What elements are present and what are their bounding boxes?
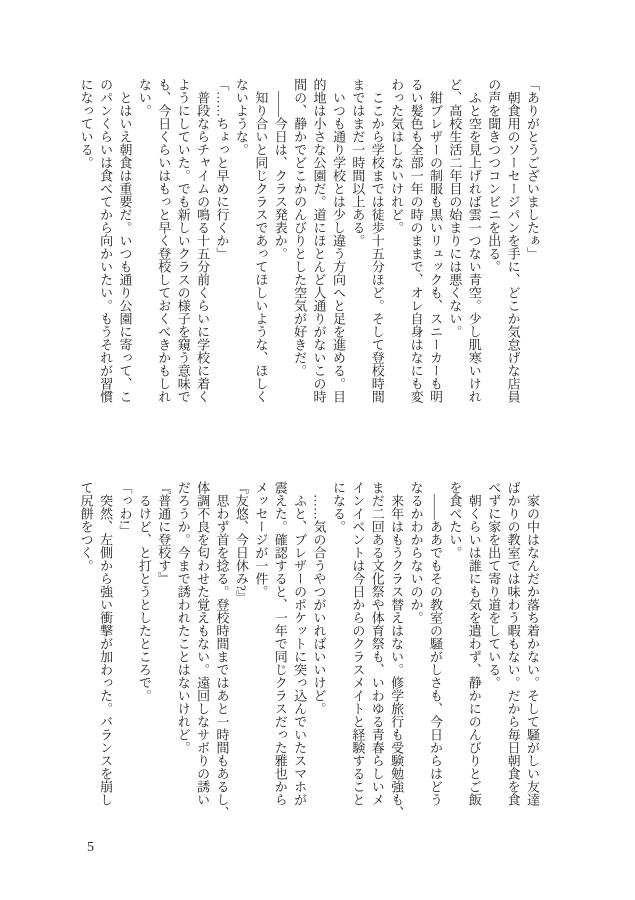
text-line: 紺ブレザーの制服も黒いリュックも、スニーカーも明	[427, 91, 443, 403]
text-line: 『普通に登校す』	[156, 481, 172, 585]
text-block-bottom	[76, 481, 542, 819]
text-line: ――ああでもその教室の騒がしさも、今日からはどう	[427, 494, 443, 806]
text-line: 「ありがとうございましたぁ」	[525, 78, 540, 260]
text-line: のパンくらいは食べてから向かいたい。もうそれが習慣	[98, 78, 114, 403]
text-line: の声を聞きつつコンビニを出る。	[486, 78, 502, 273]
text-line: 「……ちょっと早めに行くか」	[214, 78, 230, 260]
text-line: だろうか。今まで誘われたことはないけれど。	[175, 481, 191, 754]
text-line: ふと空を見上げれば雲一つない青空。少し肌寒いけれ	[466, 91, 482, 403]
text-line: るい髪色も全部一年の時のままで、オレ自身はなにも変	[408, 78, 424, 403]
page-number: 5	[87, 840, 94, 855]
text-line: ない。	[136, 78, 152, 117]
text-line: 「っわ!」	[117, 481, 133, 538]
text-line: も、今日くらいはもっと早く登校しておくべきかもしれ	[156, 78, 172, 403]
text-line: になっている。	[78, 78, 94, 169]
text-line: ふと、ブレザーのポケットに突っ込んでいたスマホが	[292, 494, 308, 806]
text-line: とはいえ朝食は重要だ。いつも通り公園に寄って、こ	[117, 91, 133, 403]
text-line: 震えた。確認すると、一年で同じクラスだった雅也から	[272, 481, 288, 806]
text-line: 朝くらいは誰にも気を遣わず、静かにのんびりとご飯	[466, 494, 482, 806]
text-line: ようにしていた。でも新しいクラスの様子を窺う意味で	[175, 78, 191, 403]
text-line: ばかりの教室では味わう暇もない。だから毎日朝食を食	[505, 481, 521, 806]
text-line: 知り合いと同じクラスであってほしいような、ほしく	[253, 91, 269, 403]
text-line: 思わず首を捻る。登校時間まではあと一時間もあるし、	[214, 494, 230, 819]
text-line: インイベントは今日からのクラスメイトと経験すること	[350, 481, 366, 806]
text-block-top	[76, 78, 542, 404]
text-line: わった気はしないけれど。	[389, 78, 405, 234]
text-line: になる。	[330, 481, 346, 533]
text-line: を食べたい。	[447, 481, 463, 559]
text-line: て尻餅をつく。	[78, 481, 94, 572]
text-line: 普段ならチャイムの鳴る十五分前くらいに学校に着く	[195, 91, 211, 403]
text-line: 家の中はなんだか落ち着かない。そして騒がしい友達	[525, 494, 540, 806]
text-line: 突然、左側から強い衝撃が加わった。バランスを崩し	[98, 494, 114, 806]
text-line: ここから学校までは徒歩十五分ほど。そして登校時間	[369, 91, 385, 403]
text-line: るけど、と打とうとしたところで。	[136, 494, 152, 702]
text-line: 来年はもうクラス替えはない。修学旅行も受験勉強も、	[389, 494, 405, 819]
text-line: メッセージが一件。	[253, 481, 269, 598]
text-line: 体調不良を匂わせた覚えもない。遠回しなサボりの誘い	[195, 481, 211, 806]
text-line: ど、高校生活二年目の始まりには悪くない。	[447, 78, 463, 338]
text-line: 的地は小さな公園だ。道にほとんど人通りがないこの時	[311, 78, 327, 403]
text-line: べずに家を出て寄り道をしている。	[486, 481, 502, 689]
text-line: まだ二回ある文化祭や体育祭も、いわゆる青春らしいメ	[369, 481, 385, 806]
text-line: 『友悠、今日休み?』	[233, 481, 249, 604]
text-line: ないような。	[233, 78, 249, 156]
text-line: なるかわからないのか。	[408, 481, 424, 624]
text-line: 間の、静かでどこかのんびりとした空気が好きだ。	[292, 78, 308, 377]
text-line: 朝食用のソーセージパンを手に、どこか気怠げな店員	[505, 91, 521, 403]
text-line: ……気の合うやつがいればいいけど。	[311, 494, 327, 715]
text-line: まではまだ一時間以上ある。	[350, 78, 366, 247]
text-line: いつも通り学校とは少し違う方向へと足を進める。目	[330, 91, 346, 403]
text-line: ――今日は、クラス発表か。	[272, 91, 288, 260]
